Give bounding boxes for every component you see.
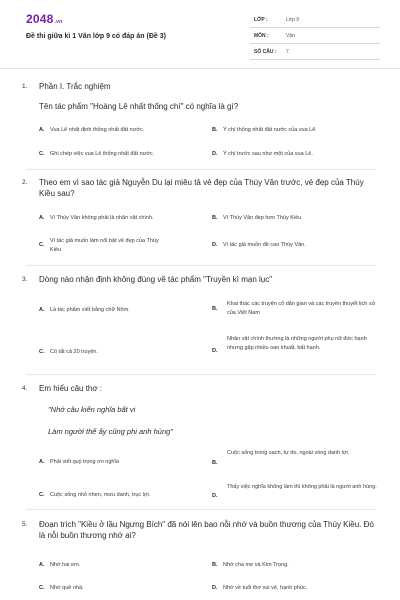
option-letter: A. (39, 127, 45, 133)
option-text: Ý chí trước sau như một của vua Lê. (223, 151, 313, 157)
option-text: Vì Thúy Vân đẹp hơn Thúy Kiều (223, 215, 302, 221)
option-text: Vì Thúy Vân không phải là nhân vật chính. (50, 215, 154, 221)
question-text: Tên tác phẩm "Hoàng Lê nhất thống chí" có nghĩa là gì? (39, 102, 239, 111)
option-text: Ý chí thống nhất đất nước của vua Lê. (223, 127, 317, 133)
question-3 (0, 273, 400, 376)
meta-row-question-count (250, 44, 380, 60)
option-text: Là tác phẩm viết bằng chữ Nôm. (50, 307, 130, 313)
option-letter: A. (39, 459, 45, 465)
meta-value: 7 (286, 49, 289, 55)
question-1 (0, 80, 400, 172)
option-letter: C. (39, 585, 45, 591)
option-text: Nhớ cha mẹ và Kim Trọng. (223, 562, 289, 568)
question-divider (26, 374, 376, 375)
option-letter: B. (212, 562, 218, 568)
option-letter: D. (212, 493, 218, 499)
question-4 (0, 382, 400, 506)
question-number: 1. (22, 83, 28, 90)
option-text: Có tất cả 20 truyện. (50, 349, 98, 355)
option-text: Vì tác giả muốn đề cao Thúy Vân. (223, 242, 306, 248)
question-text: Dòng nào nhận định không đúng về tác phẩm "Truyền kì mạn lục" (39, 275, 273, 284)
option-letter: B. (212, 127, 218, 133)
section-title: Phần I. Trắc nghiệm (39, 82, 111, 91)
option-letter: A. (39, 215, 45, 221)
meta-key: SỐ CÂU : (254, 49, 277, 55)
option-text: Ghi chép việc vua Lê thống nhất đất nước. (50, 151, 155, 157)
exam-title: Đề thi giữa kì 1 Văn lớp 9 có đáp án (Đề 3) (26, 33, 166, 40)
header-divider (0, 68, 400, 69)
option-text: Cuộc sống nhỏ nhen, mưu danh, trục lợi. (50, 492, 151, 498)
poem-line-2: Làm người thế ấy cũng phi anh hùng" (48, 427, 173, 436)
meta-value: Lớp 9 (286, 17, 300, 23)
option-text: Khai thác các truyện cổ dân gian và các truyền thuyết lịch sử của Việt Nam (227, 301, 376, 316)
option-text: Nhớ về tuổi thơ vui vẻ, hạnh phúc. (223, 585, 308, 591)
option-letter: C. (39, 242, 45, 248)
meta-row-subject (250, 28, 380, 44)
option-letter: B. (212, 460, 218, 466)
question-number: 2. (22, 179, 28, 186)
option-text: Phải viết quý trọng ơn nghĩa (50, 459, 120, 465)
option-letter: D. (212, 348, 218, 354)
option-letter: A. (39, 562, 45, 568)
option-text: Nhớ quê nhà. (50, 585, 84, 591)
option-letter: B. (212, 306, 218, 312)
question-5 (0, 518, 400, 600)
option-letter: B. (212, 215, 218, 221)
option-letter: C. (39, 492, 45, 498)
option-letter: D. (212, 151, 218, 157)
question-number: 3. (22, 276, 28, 283)
question-2 (0, 176, 400, 266)
question-text: Đoạn trích "Kiều ở lầu Ngưng Bích" đã nói lên bao nỗi nhớ và buồn thương của Thúy Kiều. Đó là nỗi buồn thương nhớ ai? (39, 520, 374, 540)
question-text: Theo em vì sao tác giả Nguyễn Du lại miêu tả vẻ đẹp của Thúy Vân trước, vẻ đẹp của Thúy Kiều sau? (39, 178, 364, 198)
exam-meta (250, 12, 380, 60)
question-number: 5. (22, 521, 28, 528)
option-text: Vua Lê nhất định thống nhất đất nước. (50, 127, 145, 133)
option-letter: C. (39, 151, 45, 157)
question-divider (26, 169, 376, 170)
option-letter: D. (212, 585, 218, 591)
poem-line-1: "Nhớ câu kiến nghĩa bất vi (48, 405, 136, 414)
page-header (0, 0, 400, 66)
question-divider (26, 509, 376, 510)
option-text: Cuộc sống trong sạch, tự do, ngoài vòng danh lợi. (227, 450, 350, 456)
meta-key: MÔN : (254, 33, 269, 39)
question-number: 4. (22, 385, 28, 392)
option-letter: D. (212, 242, 218, 248)
option-text: Thấy việc nghĩa không làm thì không phải là người anh hùng. (227, 484, 377, 490)
option-letter: C. (39, 349, 45, 355)
option-text: Nhân vật chính thường là những người phụ nữ đức hạnh nhưng gặp nhiều oan khuất, bất hạnh. (227, 336, 367, 351)
meta-row-grade (250, 12, 380, 28)
question-text: Em hiểu câu thơ : (39, 384, 103, 393)
option-text: Nhớ hai em. (50, 562, 81, 568)
meta-value: Văn (286, 33, 295, 39)
option-letter: A. (39, 307, 45, 313)
meta-key: LỚP : (254, 17, 268, 23)
option-text: Vì tác giả muốn làm nổi bật vẻ đẹp của Thúy Kiều (50, 238, 159, 253)
site-logo[interactable]: 2048.vn (26, 12, 63, 26)
question-divider (26, 265, 376, 266)
